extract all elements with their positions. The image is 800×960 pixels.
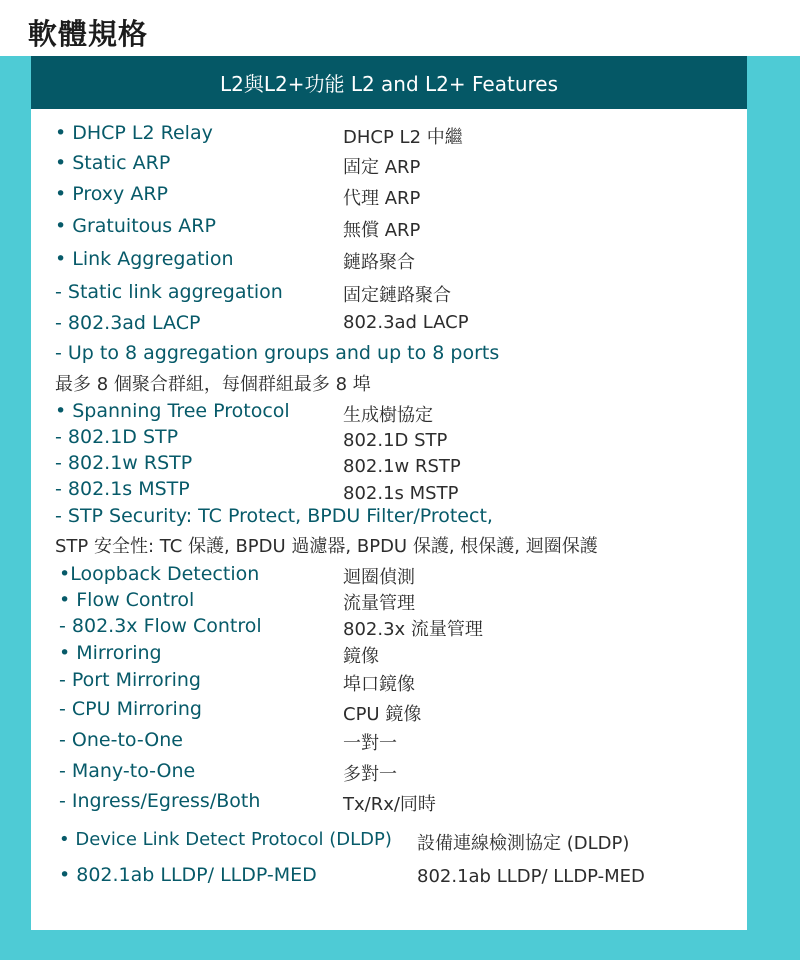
feature-en: - 802.3x Flow Control [59,615,262,637]
feature-zh: Tx/Rx/同時 [343,794,436,815]
feature-en: - Port Mirroring [59,669,201,691]
feature-en: • Device Link Detect Protocol (DLDP) [59,829,392,850]
feature-zh: 802.1D STP [343,430,448,451]
feature-en: - Static link aggregation [55,281,283,303]
feature-en: - Up to 8 aggregation groups and up to 8 ports [55,342,500,364]
feature-zh: 最多 8 個聚合群組，每個群組最多 8 埠 [55,374,371,395]
features-card [31,56,747,930]
feature-zh: 多對一 [343,764,397,785]
feature-zh: 固定鏈路聚合 [343,285,451,306]
feature-zh: 一對一 [343,733,397,754]
feature-zh: 埠口鏡像 [343,674,415,695]
feature-zh: 代理 ARP [343,188,421,209]
feature-en: - 802.3ad LACP [55,312,201,334]
section-title: 軟體規格 [28,17,149,51]
feature-zh: 迴圈偵測 [343,567,415,588]
feature-zh: DHCP L2 中繼 [343,127,463,148]
feature-en: • Proxy ARP [55,183,168,205]
feature-en: - 802.1s MSTP [55,478,190,500]
feature-zh: CPU 鏡像 [343,704,422,725]
feature-en: • DHCP L2 Relay [55,122,213,144]
feature-en: • Gratuitous ARP [55,215,216,237]
feature-zh: STP 安全性: TC 保護, BPDU 過濾器, BPDU 保護, 根保護, 迴圈保護 [55,536,598,557]
feature-en: - Many-to-One [59,760,196,782]
feature-zh: 無償 ARP [343,220,421,241]
feature-en: • Mirroring [59,642,162,664]
feature-zh: 固定 ARP [343,157,421,178]
feature-en: - Ingress/Egress/Both [59,790,261,812]
feature-zh: 鏈路聚合 [343,252,415,273]
feature-zh: 802.1ab LLDP/ LLDP-MED [417,866,645,887]
feature-zh: 802.3ad LACP [343,312,469,333]
feature-en: • 802.1ab LLDP/ LLDP-MED [59,864,317,886]
title-band [0,0,800,56]
feature-en: - 802.1D STP [55,426,179,448]
feature-en: - One-to-One [59,729,183,751]
feature-zh: 設備連線檢測協定 (DLDP) [417,833,630,854]
feature-zh: 802.1w RSTP [343,456,461,477]
feature-zh: 802.3x 流量管理 [343,619,483,640]
feature-en: • Static ARP [55,152,171,174]
feature-en: - CPU Mirroring [59,698,202,720]
feature-zh: 鏡像 [343,646,379,667]
feature-en: - 802.1w RSTP [55,452,193,474]
feature-en: •Loopback Detection [59,563,260,585]
table-header: L2與L2+功能 L2 and L2+ Features [31,56,747,109]
feature-en: • Flow Control [59,589,195,611]
feature-zh: 生成樹協定 [343,405,433,426]
feature-en: - STP Security: TC Protect, BPDU Filter/Protect, [55,505,493,527]
feature-en: • Link Aggregation [55,248,234,270]
feature-zh: 802.1s MSTP [343,483,459,504]
feature-zh: 流量管理 [343,593,415,614]
feature-en: • Spanning Tree Protocol [55,400,290,422]
